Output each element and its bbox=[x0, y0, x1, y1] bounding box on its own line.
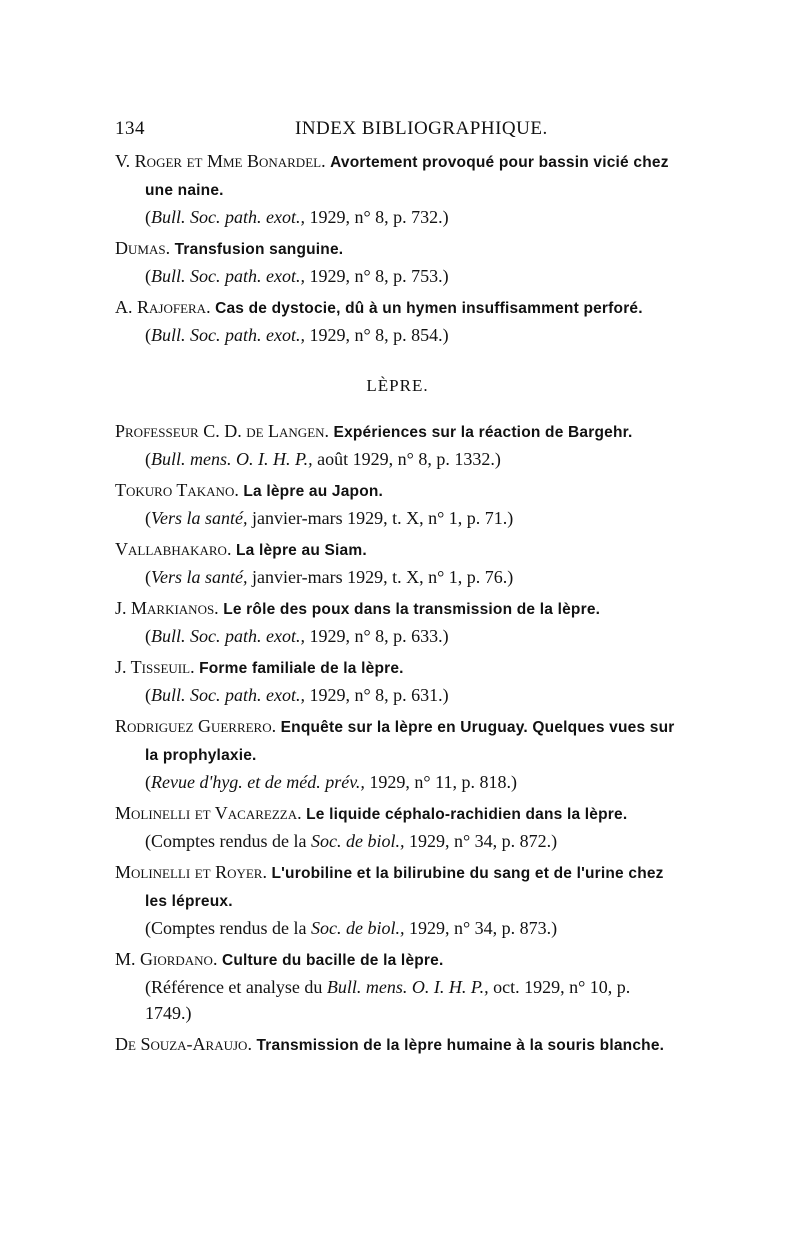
running-title: INDEX BIBLIOGRAPHIQUE. bbox=[295, 118, 548, 139]
entry-title: Enquête sur la lèpre en Uruguay. Quelques vues sur la prophylaxie. bbox=[145, 719, 675, 764]
entry-reference: (Bull. Soc. path. exot., 1929, n° 8, p. 753.) bbox=[145, 266, 449, 286]
entry-author: M. Giordano. bbox=[115, 949, 218, 969]
bibliography-entry bbox=[115, 418, 680, 472]
entry-reference: (Bull. Soc. path. exot., 1929, n° 8, p. 631.) bbox=[145, 685, 449, 705]
entry-reference: (Vers la santé, janvier-mars 1929, t. X, n° 1, p. 71.) bbox=[145, 508, 514, 528]
bibliography-entry bbox=[115, 235, 680, 289]
entry-title: Transfusion sanguine. bbox=[174, 241, 344, 258]
entry-reference: (Bull. Soc. path. exot., 1929, n° 8, p. 633.) bbox=[145, 626, 449, 646]
bibliography-entry bbox=[115, 294, 680, 348]
bibliography-entry bbox=[115, 595, 680, 649]
entry-author: Tokuro Takano. bbox=[115, 480, 239, 500]
entry-title: Transmission de la lèpre humaine à la souris blanche. bbox=[256, 1037, 665, 1054]
entry-title: La lèpre au Japon. bbox=[243, 483, 384, 500]
bibliography-entry bbox=[115, 477, 680, 531]
entry-title: L'urobiline et la bilirubine du sang et de l'urine chez les lépreux. bbox=[145, 865, 664, 910]
page-header bbox=[115, 118, 680, 148]
entry-author: V. Roger et Mme Bonardel. bbox=[115, 151, 326, 171]
entry-author: J. Tisseuil. bbox=[115, 657, 195, 677]
entry-author: De Souza-Araujo. bbox=[115, 1034, 252, 1054]
entry-title: La lèpre au Siam. bbox=[235, 542, 367, 559]
entry-reference: (Revue d'hyg. et de méd. prév., 1929, n° 11, p. 818.) bbox=[145, 772, 517, 792]
entry-author: J. Markianos. bbox=[115, 598, 219, 618]
page-number: 134 bbox=[115, 118, 145, 139]
entry-title: Le liquide céphalo-rachidien dans la lèpre. bbox=[306, 806, 628, 823]
entry-author: Rodriguez Guerrero. bbox=[115, 716, 277, 736]
entry-author: Professeur C. D. de Langen. bbox=[115, 421, 330, 441]
entry-author: Vallabhakaro. bbox=[115, 539, 232, 559]
entry-title: Forme familiale de la lèpre. bbox=[199, 660, 404, 677]
bibliography-entry bbox=[115, 946, 680, 1026]
bibliography-entry bbox=[115, 859, 680, 941]
entry-author: A. Rajofera. bbox=[115, 297, 211, 317]
entry-author: Molinelli et Royer. bbox=[115, 862, 267, 882]
entry-reference: (Comptes rendus de la Soc. de biol., 1929, n° 34, p. 872.) bbox=[145, 831, 558, 851]
entry-reference: (Référence et analyse du Bull. mens. O. I. H. P., oct. 1929, n° 10, p. 1749.) bbox=[145, 977, 631, 1023]
bibliography-entry bbox=[115, 800, 680, 854]
entry-author: Dumas. bbox=[115, 238, 171, 258]
bibliography-entry bbox=[115, 148, 680, 230]
entry-reference: (Comptes rendus de la Soc. de biol., 1929, n° 34, p. 873.) bbox=[145, 918, 558, 938]
entry-author: Molinelli et Vacarezza. bbox=[115, 803, 302, 823]
entry-title: Avortement provoqué pour bassin vicié chez une naine. bbox=[145, 154, 669, 199]
bibliography-entry bbox=[115, 536, 680, 590]
bibliography-entry bbox=[115, 713, 680, 795]
entry-reference: (Bull. mens. O. I. H. P., août 1929, n° 8, p. 1332.) bbox=[145, 449, 501, 469]
entry-title: Le rôle des poux dans la transmission de la lèpre. bbox=[223, 601, 601, 618]
entry-reference: (Bull. Soc. path. exot., 1929, n° 8, p. 732.) bbox=[145, 207, 449, 227]
entry-title: Culture du bacille de la lèpre. bbox=[221, 952, 444, 969]
entry-title: Expériences sur la réaction de Bargehr. bbox=[333, 424, 633, 441]
entry-reference: (Vers la santé, janvier-mars 1929, t. X, n° 1, p. 76.) bbox=[145, 567, 514, 587]
entry-title: Cas de dystocie, dû à un hymen insuffisamment perforé. bbox=[215, 300, 643, 317]
bibliography-entry bbox=[115, 654, 680, 708]
section-heading: LÈPRE. bbox=[366, 376, 429, 395]
bibliography-entry bbox=[115, 1031, 680, 1059]
book-page bbox=[115, 118, 680, 1059]
entry-reference: (Bull. Soc. path. exot., 1929, n° 8, p. 854.) bbox=[145, 325, 449, 345]
